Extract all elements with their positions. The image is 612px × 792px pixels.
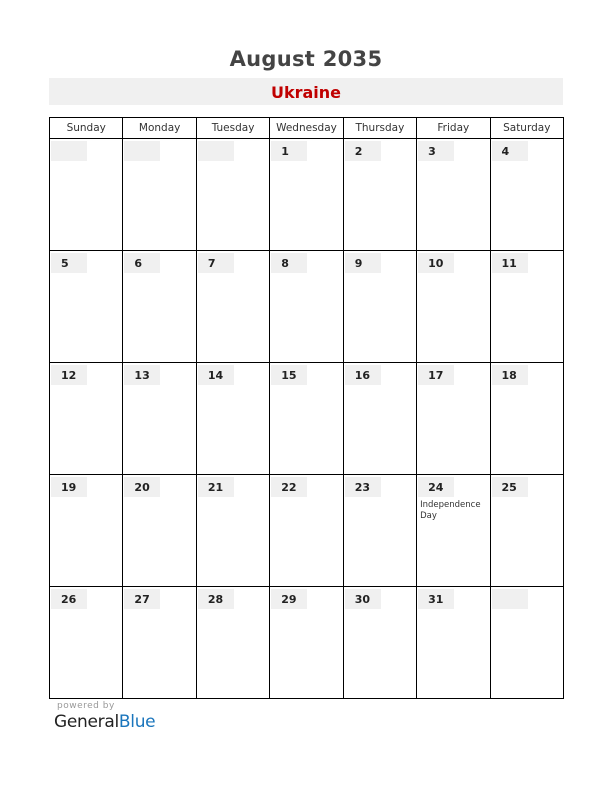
weekday-wednesday: Wednesday (270, 118, 343, 139)
brand-blue: Blue (118, 712, 156, 732)
day-number: 31 (418, 589, 454, 609)
day-cell (343, 251, 416, 363)
day-number: 20 (124, 477, 160, 497)
day-cell (196, 475, 269, 587)
day-number: 13 (124, 365, 160, 385)
blank-day-marker (198, 141, 234, 161)
day-number: 19 (51, 477, 87, 497)
day-cell (417, 139, 490, 251)
day-number: 8 (271, 253, 307, 273)
day-cell (343, 475, 416, 587)
day-cell (270, 587, 343, 699)
day-number: 9 (345, 253, 381, 273)
day-cell (490, 139, 563, 251)
day-cell (343, 587, 416, 699)
day-number: 6 (124, 253, 160, 273)
week-row (50, 251, 564, 363)
day-number: 17 (418, 365, 454, 385)
day-cell (50, 475, 123, 587)
blank-day-marker (492, 589, 528, 609)
day-number: 7 (198, 253, 234, 273)
weekday-tuesday: Tuesday (196, 118, 269, 139)
day-cell (417, 587, 490, 699)
weekday-sunday: Sunday (50, 118, 123, 139)
day-number: 3 (418, 141, 454, 161)
generalblue-logo[interactable] (54, 712, 155, 732)
weekday-saturday: Saturday (490, 118, 563, 139)
weekday-monday: Monday (123, 118, 196, 139)
country-name: Ukraine (270, 83, 342, 102)
day-cell (123, 587, 196, 699)
blank-day-marker (51, 141, 87, 161)
day-cell (270, 251, 343, 363)
day-number: 16 (345, 365, 381, 385)
day-number: 5 (51, 253, 87, 273)
day-number: 26 (51, 589, 87, 609)
week-row (50, 139, 564, 251)
day-cell (123, 363, 196, 475)
day-cell (196, 587, 269, 699)
day-number: 15 (271, 365, 307, 385)
day-cell (417, 475, 490, 587)
day-cell (490, 363, 563, 475)
day-number: 30 (345, 589, 381, 609)
day-number: 27 (124, 589, 160, 609)
day-cell (417, 363, 490, 475)
day-cell (123, 251, 196, 363)
day-number: 29 (271, 589, 307, 609)
day-cell (417, 251, 490, 363)
weekday-thursday: Thursday (343, 118, 416, 139)
empty-day-cell (50, 139, 123, 251)
calendar-grid (49, 117, 564, 699)
empty-day-cell (490, 587, 563, 699)
day-cell (270, 475, 343, 587)
week-row (50, 363, 564, 475)
powered-by-label: powered by (57, 701, 115, 711)
day-number: 11 (492, 253, 528, 273)
page-title: August 2035 (229, 47, 383, 71)
brand-general: General (54, 712, 119, 732)
day-cell (50, 587, 123, 699)
day-cell (490, 475, 563, 587)
day-number: 4 (492, 141, 528, 161)
empty-day-cell (123, 139, 196, 251)
day-cell (50, 251, 123, 363)
day-number: 21 (198, 477, 234, 497)
day-number: 1 (271, 141, 307, 161)
day-cell (196, 251, 269, 363)
day-number: 12 (51, 365, 87, 385)
day-cell (196, 363, 269, 475)
blank-day-marker (124, 141, 160, 161)
day-number: 25 (492, 477, 528, 497)
country-banner (49, 78, 563, 105)
weekday-friday: Friday (417, 118, 490, 139)
holiday-label: Independence Day (420, 500, 481, 521)
day-number: 23 (345, 477, 381, 497)
day-cell (123, 475, 196, 587)
day-cell (50, 363, 123, 475)
day-number: 22 (271, 477, 307, 497)
day-cell (490, 251, 563, 363)
empty-day-cell (196, 139, 269, 251)
day-cell (270, 363, 343, 475)
day-number: 28 (198, 589, 234, 609)
day-number: 24 (418, 477, 454, 497)
day-number: 10 (418, 253, 454, 273)
weekday-header-row (50, 118, 564, 139)
day-number: 18 (492, 365, 528, 385)
week-row (50, 587, 564, 699)
week-row (50, 475, 564, 587)
day-cell (343, 363, 416, 475)
day-number: 14 (198, 365, 234, 385)
day-number: 2 (345, 141, 381, 161)
day-cell (343, 139, 416, 251)
day-cell (270, 139, 343, 251)
